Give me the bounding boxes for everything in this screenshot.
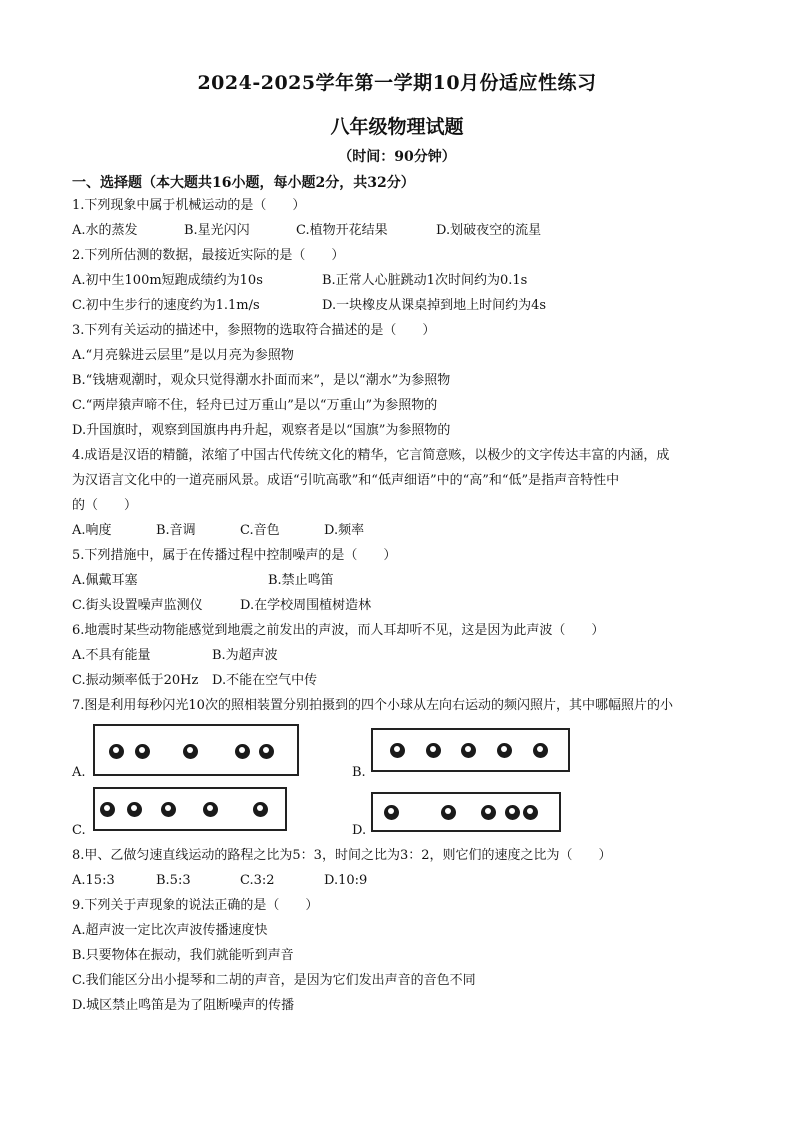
ball [497, 743, 512, 758]
ball [505, 805, 520, 820]
q9-option-d: D.城区禁止鸣笛是为了阻断噪声的传播 [72, 998, 295, 1013]
q4-stem-line1: 4.成语是汉语的精髓，浓缩了中国古代传统文化的精华，它言简意赅，以极少的文字传达丰富的内涵，成 [72, 448, 670, 463]
q8-option-d: D.10:9 [324, 873, 368, 888]
q1-option-d: D.划破夜空的流星 [436, 223, 542, 238]
q2-option-b: B.正常人心脏跳动1次时间约为0.1s [322, 273, 528, 288]
q4-stem-line2: 为汉语言文化中的一道亮丽风景。成语“引吭高歌”和“低声细语”中的“高”和“低”是指声音特性中 [72, 473, 620, 488]
ball [127, 802, 142, 817]
q6-option-b: B.为超声波 [212, 648, 278, 663]
q4-option-b: B.音调 [156, 523, 196, 538]
q1-option-b: B.星光闪闪 [184, 223, 250, 238]
q6-option-a: A.不具有能量 [72, 648, 151, 663]
q9-option-b: B.只要物体在振动，我们就能听到声音 [72, 948, 294, 963]
ball [259, 744, 274, 759]
q6-option-d: D.不能在空气中传 [212, 673, 318, 688]
ball [109, 744, 124, 759]
ball [203, 802, 218, 817]
q4-option-c: C.音色 [240, 523, 280, 538]
q5-option-b: B.禁止鸣笛 [268, 573, 334, 588]
q7-photo-c [93, 787, 287, 831]
q4-stem-line3: 的（ ） [72, 498, 138, 513]
q5-option-c: C.街头设置噪声监测仪 [72, 598, 203, 613]
ball [533, 743, 548, 758]
q7-option-b-label: B. [352, 765, 366, 780]
q9-option-c: C.我们能区分出小提琴和二胡的声音，是因为它们发出声音的音色不同 [72, 973, 476, 988]
ball [461, 743, 476, 758]
q4-option-a: A.响度 [72, 523, 112, 538]
section-heading: 一、选择题（本大题共16小题，每小题2分，共32分） [72, 175, 415, 191]
ball [100, 802, 115, 817]
q8-option-b: B.5:3 [156, 873, 191, 888]
q6-stem: 6.地震时某些动物能感觉到地震之前发出的声波，而人耳却听不见，这是因为此声波（ ） [72, 623, 605, 638]
q7-photo-b [371, 728, 570, 772]
q3-option-b: B.“钱塘观潮时，观众只觉得潮水扑面而来”，是以“潮水”为参照物 [72, 373, 451, 388]
q3-option-c: C.“两岸猿声啼不住，轻舟已过万重山”是以“万重山”为参照物的 [72, 398, 438, 413]
q6-option-c: C.振动频率低于20Hz [72, 673, 199, 688]
q7-option-a-label: A. [72, 765, 86, 780]
ball [161, 802, 176, 817]
q9-option-a: A.超声波一定比次声波传播速度快 [72, 923, 268, 938]
q4-option-d: D.频率 [324, 523, 365, 538]
exam-subtitle: 八年级物理试题 [330, 116, 464, 138]
q7-photo-d [371, 792, 561, 832]
ball [253, 802, 268, 817]
q5-option-d: D.在学校周围植树造林 [240, 598, 372, 613]
q7-photo-a [93, 724, 299, 776]
q9-stem: 9.下列关于声现象的说法正确的是（ ） [72, 898, 319, 913]
q2-option-a: A.初中生100m短跑成绩约为10s [72, 273, 263, 288]
q7-option-d-label: D. [352, 823, 367, 838]
q2-option-c: C.初中生步行的速度约为1.1m/s [72, 298, 260, 313]
ball [235, 744, 250, 759]
ball [426, 743, 441, 758]
q7-stem: 7.图是利用每秒闪光10次的照相装置分别拍摄到的四个小球从左向右运动的频闪照片，其中哪幅照片的小 [72, 698, 673, 713]
ball [523, 805, 538, 820]
exam-title: 2024-2025学年第一学期10月份适应性练习 [197, 72, 597, 94]
q1-stem: 1.下列现象中属于机械运动的是（ ） [72, 198, 306, 213]
q1-option-a: A.水的蒸发 [72, 223, 138, 238]
q3-option-d: D.升国旗时，观察到国旗冉冉升起，观察者是以“国旗”为参照物的 [72, 423, 451, 438]
q2-option-d: D.一块橡皮从课桌掉到地上时间约为4s [322, 298, 547, 313]
ball [441, 805, 456, 820]
q7-option-c-label: C. [72, 823, 86, 838]
q3-stem: 3.下列有关运动的描述中，参照物的选取符合描述的是（ ） [72, 323, 436, 338]
q8-option-c: C.3:2 [240, 873, 275, 888]
ball [135, 744, 150, 759]
q2-stem: 2.下列所估测的数据，最接近实际的是（ ） [72, 248, 345, 263]
q8-stem: 8.甲、乙做匀速直线运动的路程之比为5：3，时间之比为3：2，则它们的速度之比为（ ） [72, 848, 612, 863]
ball [390, 743, 405, 758]
ball [183, 744, 198, 759]
ball [481, 805, 496, 820]
ball [384, 805, 399, 820]
exam-time: （时间：90分钟） [338, 149, 456, 165]
q3-option-a: A.“月亮躲进云层里”是以月亮为参照物 [72, 348, 294, 363]
q5-option-a: A.佩戴耳塞 [72, 573, 138, 588]
q8-option-a: A.15:3 [72, 873, 115, 888]
q1-option-c: C.植物开花结果 [296, 223, 388, 238]
q5-stem: 5.下列措施中，属于在传播过程中控制噪声的是（ ） [72, 548, 397, 563]
